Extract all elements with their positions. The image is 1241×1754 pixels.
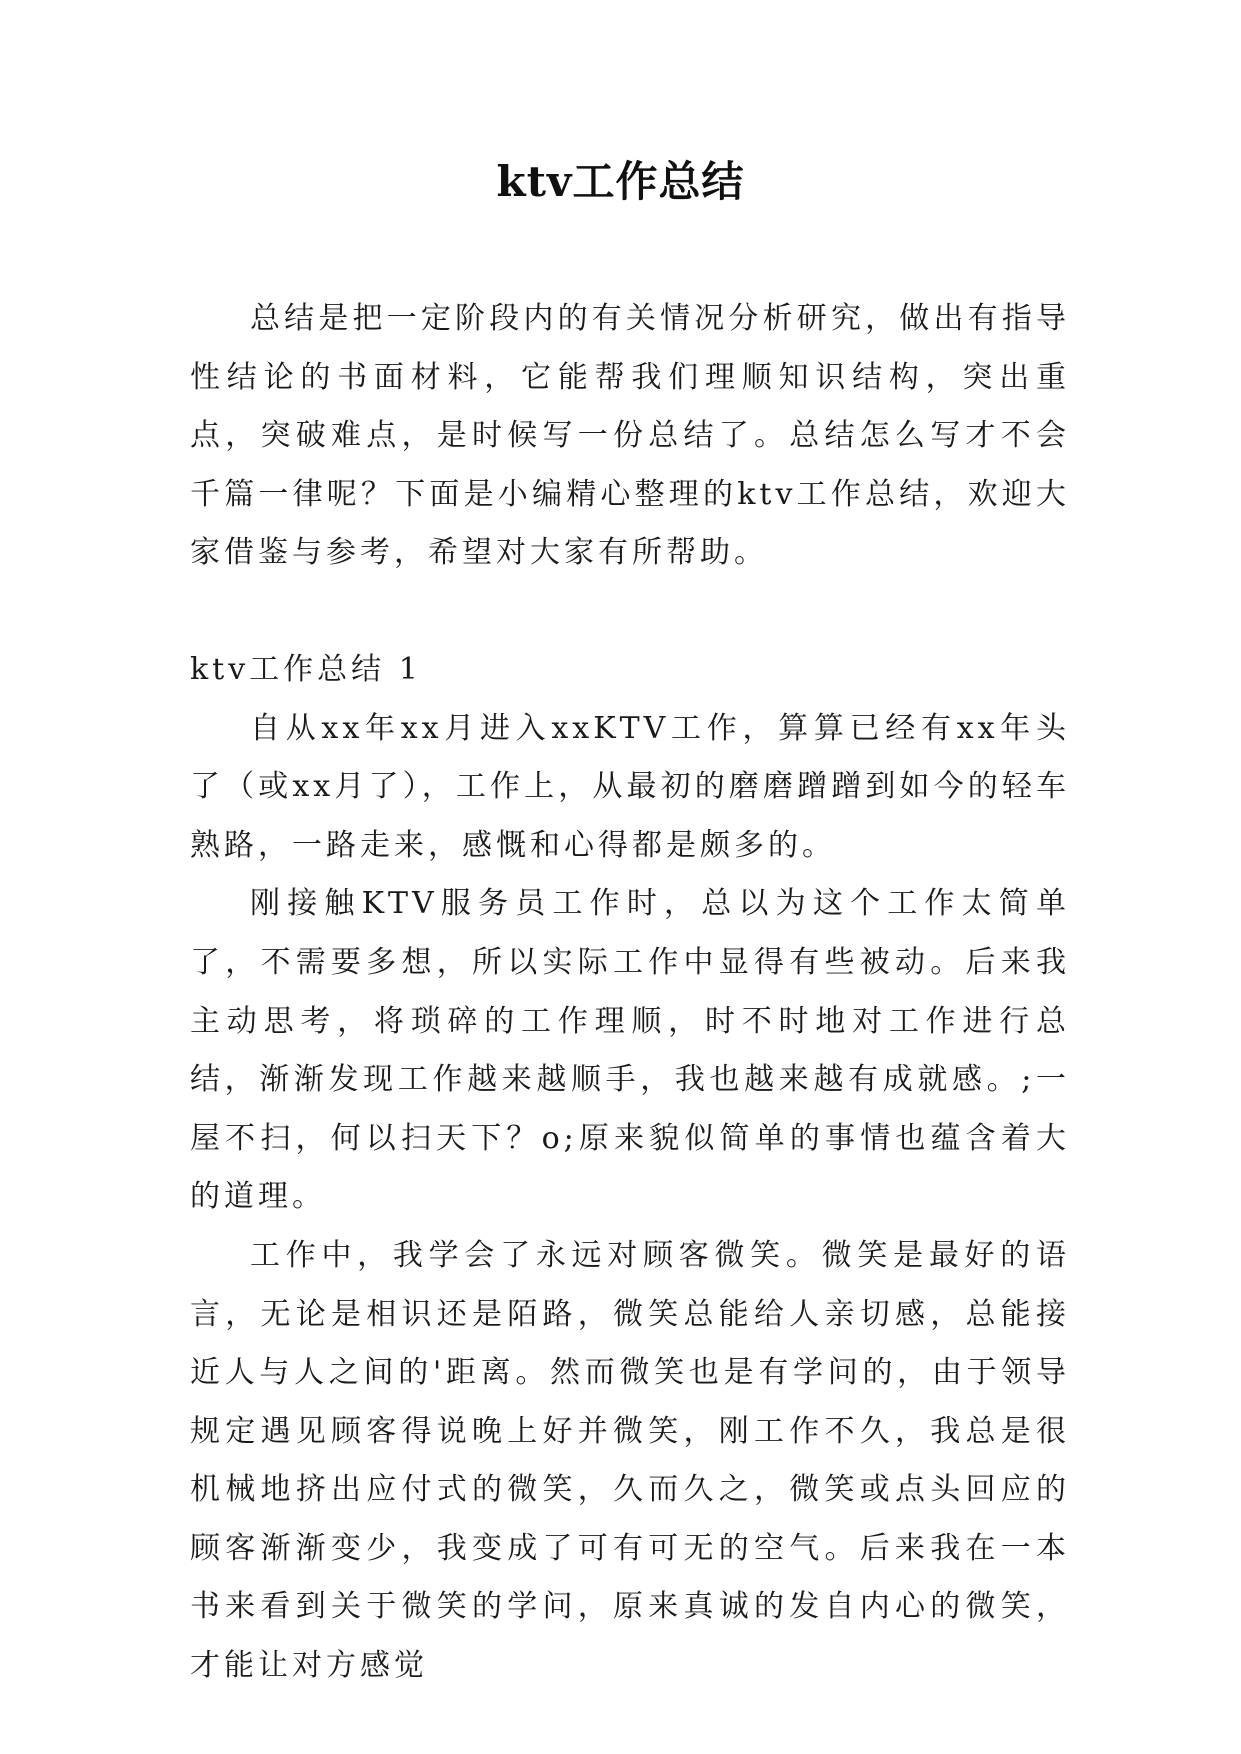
body-paragraph-1: 自从xx年xx月进入xxKTV工作，算算已经有xx年头了（或xx月了），工作上，从最初的磨磨蹭蹭到如今的轻车熟路，一路走来，感慨和心得都是颇多的。 bbox=[190, 710, 1070, 863]
intro-paragraph: 总结是把一定阶段内的有关情况分析研究，做出有指导性结论的书面材料，它能帮我们理顺知识结构，突出重点，突破难点，是时候写一份总结了。总结怎么写才不会千篇一律呢？下面是小编精心整理的ktv工作总结，欢迎大家借鉴与参考，希望对大家有所帮助。 bbox=[190, 301, 1070, 571]
body-paragraph-2: 刚接触KTV服务员工作时，总以为这个工作太简单了，不需要多想，所以实际工作中显得有些被动。后来我主动思考，将琐碎的工作理顺，时不时地对工作进行总结，渐渐发现工作越来越顺手，我也越来越有成就感。;一屋不扫，何以扫天下？o;原来貌似简单的事情也蕴含着大的道理。 bbox=[190, 886, 1070, 1215]
document-body bbox=[190, 290, 1070, 1696]
body-paragraph-3: 工作中，我学会了永远对顾客微笑。微笑是最好的语言，无论是相识还是陌路，微笑总能给人亲切感，总能接近人与人之间的'距离。然而微笑也是有学问的，由于领导规定遇见顾客得说晚上好并微笑，刚工作不久，我总是很机械地挤出应付式的微笑，久而久之，微笑或点头回应的顾客渐渐变少，我变成了可有可无的空气。后来我在一本书来看到关于微笑的学问，原来真诚的发自内心的微笑，才能让对方感觉 bbox=[190, 1237, 1070, 1684]
section-heading: ktv工作总结 1 bbox=[190, 651, 422, 687]
document-title: ktv工作总结 bbox=[496, 157, 745, 206]
